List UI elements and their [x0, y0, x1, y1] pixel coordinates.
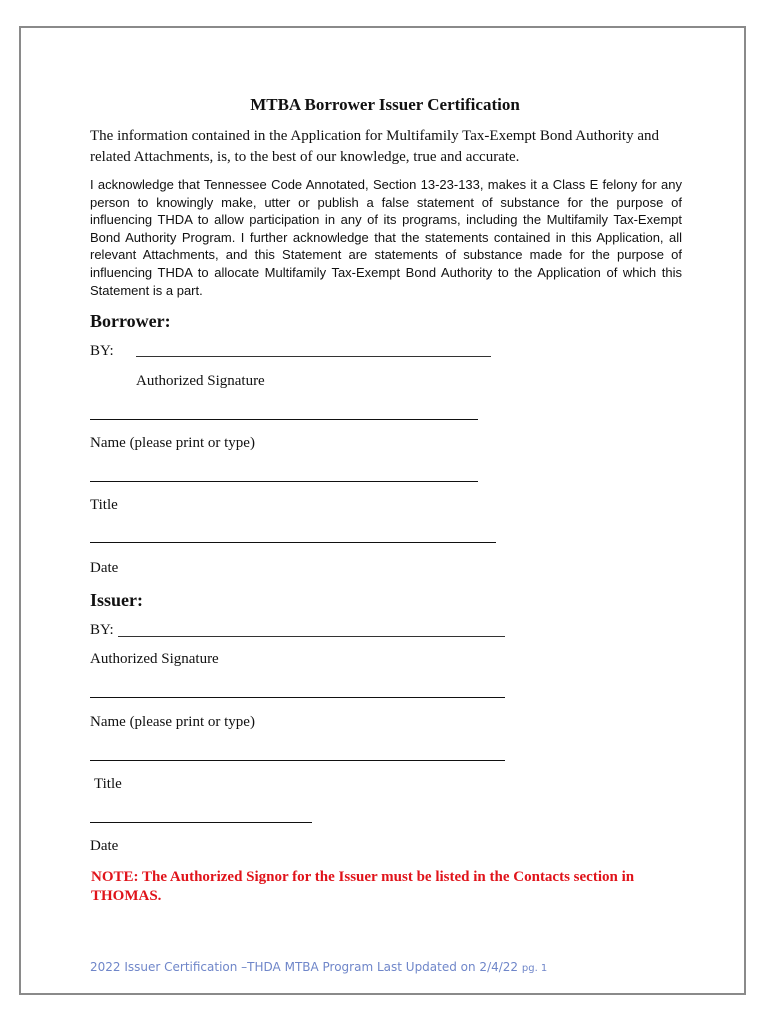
borrower-name-line[interactable]: [90, 419, 478, 420]
borrower-name-label: Name (please print or type): [90, 435, 255, 451]
borrower-signature-label: Authorized Signature: [136, 373, 265, 389]
issuer-date-line[interactable]: [90, 822, 312, 823]
issuer-signature-line[interactable]: [118, 636, 505, 637]
borrower-signature-line[interactable]: [136, 356, 491, 357]
footer-text: 2022 Issuer Certification –THDA MTBA Program Last Updated on 2/4/22: [90, 960, 522, 974]
borrower-title-label: Title: [90, 497, 118, 513]
document-title: MTBA Borrower Issuer Certification: [250, 95, 520, 114]
issuer-signor-note: NOTE: The Authorized Signor for the Issuer must be listed in the Contacts section in THOMAS.: [91, 869, 635, 904]
borrower-title-line[interactable]: [90, 481, 478, 482]
page-footer: [90, 960, 547, 974]
issuer-name-label: Name (please print or type): [90, 714, 255, 730]
borrower-date-line[interactable]: [90, 542, 496, 543]
intro-paragraph: [90, 126, 682, 168]
issuer-title-label: Title: [94, 776, 122, 792]
borrower-by-label: BY:: [90, 343, 114, 359]
intro-line-1: The information contained in the Application for Multifamily Tax-Exempt Bond Authority and: [90, 128, 659, 144]
intro-line-2: related Attachments, is, to the best of our knowledge, true and accurate.: [90, 149, 520, 165]
issuer-heading: Issuer:: [90, 590, 143, 610]
borrower-heading: Borrower:: [90, 311, 171, 331]
footer-page-number: pg. 1: [521, 963, 548, 974]
acknowledgement-paragraph: I acknowledge that Tennessee Code Annotated, Section 13-23-133, makes it a Class E felony for any person to knowingly make, utter or publish a false statement of substance for the purpose of influencing THDA to allow participation in any of its programs, including the Multifamily Tax-Exempt Bond Authority Program. I further acknowledge that the statements contained in this Application, all relevant Attachments, and this Statement are statements of substance made for the purpose of influencing THDA to allocate Multifamily Tax-Exempt Bond Authority to the Application of which this Statement is a part.: [90, 177, 682, 298]
issuer-title-line[interactable]: [90, 760, 505, 761]
issuer-by-label: BY:: [90, 622, 114, 638]
issuer-signature-label: Authorized Signature: [90, 651, 219, 667]
page-frame: [19, 26, 746, 995]
issuer-date-label: Date: [90, 838, 119, 854]
issuer-name-line[interactable]: [90, 697, 505, 698]
borrower-date-label: Date: [90, 560, 119, 576]
